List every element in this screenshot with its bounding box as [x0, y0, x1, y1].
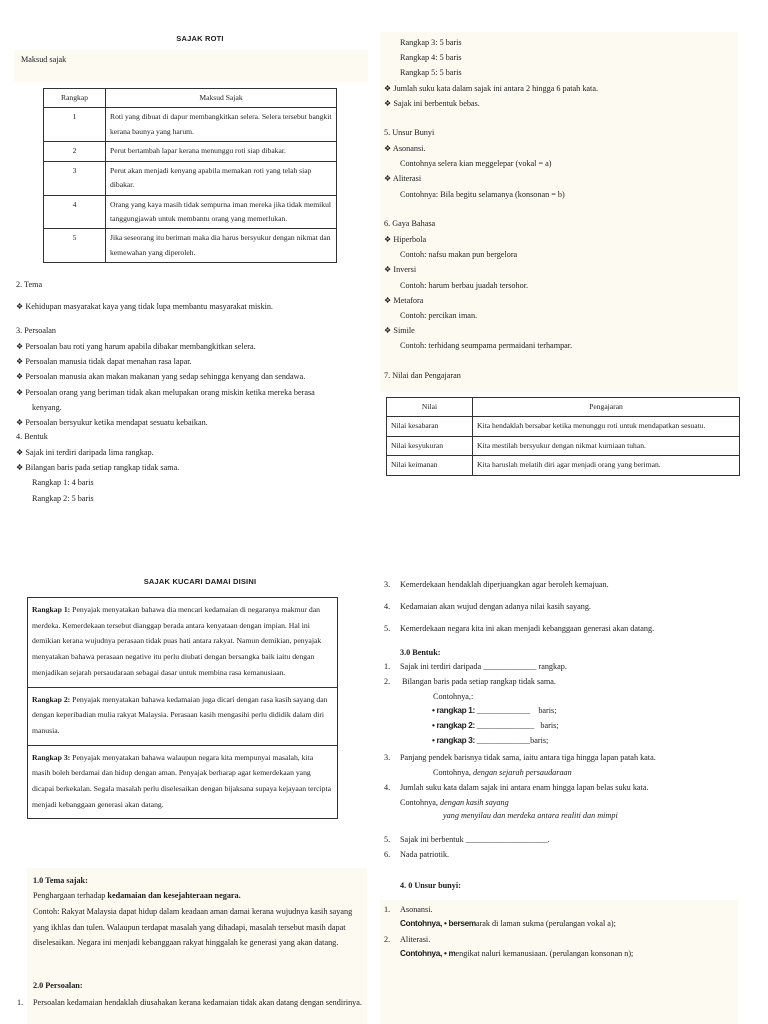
- kucari-rangkap-box: [27, 597, 338, 819]
- list-item: Kedamaian akan wujud dengan adanya nilai kasih sayang.: [400, 602, 591, 611]
- list-item: ❖ Hiperbola: [384, 235, 427, 244]
- list-item: ❖ Persoalan bersyukur ketika mendapat sesuatu kebaikan.: [16, 418, 208, 428]
- maksud-cell: Orang yang kaya masih tidak sempurna iman mereka jika tidak memikul tanggungjawab untuk membantu orang yang memerlukan.: [106, 195, 337, 229]
- table-row: [387, 456, 740, 475]
- list-item: ❖ Asonansi.: [384, 144, 426, 153]
- list-item: Contoh: nafsu makan pun bergelora: [400, 250, 518, 260]
- roti-title: SAJAK ROTI: [176, 34, 224, 43]
- rangkap-cell: 2: [44, 142, 106, 161]
- roti-gaya-heading: 6. Gaya Bahasa: [384, 219, 436, 228]
- roti-left-bg: [14, 50, 368, 82]
- table-header: Pengajaran: [473, 398, 740, 417]
- table-row: [387, 417, 740, 436]
- bunyi-item-2: 2. Aliterasi.: [384, 935, 431, 944]
- pengajaran-cell: Kita hendaklah bersabar ketika menunggu roti untuk mendapatkan sesuatu.: [473, 417, 740, 436]
- roti-bentuk-continued: [384, 35, 734, 111]
- rangkap-3-box: [27, 746, 338, 820]
- bentuk-item-1: 1. Sajak ini terdiri daripada _____________ rangkap.: [384, 662, 567, 671]
- rangkap-text: Penyajak menyatakan bahawa dia mencari kedamaian di negaranya makmur dan merdeka. Kemerdekaan tersebut dianggap berada antara kenyataan dengan impian. Hal ini demikian kerana wujudnya perasaan tidak puas hati antara rakyat. Namun demikian, penyajak menyatakan bahawa perasaan negative itu perlu diubati dengan bersangka baik iaitu dengan menjadikan sejarah persaudaraan sebagai dasar untuk membina rasa kemanusiaan.: [32, 605, 322, 677]
- bentuk-item-3-contoh: Contohnya, dengan sejarah persaudaraan: [433, 768, 572, 777]
- pengajaran-cell: Kita haruslah melatih diri agar menjadi orang yang beriman.: [473, 456, 740, 475]
- nilai-cell: Nilai kesyukuran: [387, 436, 473, 455]
- nilai-cell: Nilai keimanan: [387, 456, 473, 475]
- list-item: Rangkap 2: 5 baris: [32, 493, 94, 503]
- list-item: ❖ Sajak ini terdiri daripada lima rangkap.: [16, 448, 154, 457]
- maksud-cell: Roti yang dibuat di dapur membangkitkan selera. Selera tersebut bangkit kerana baunya yang harum.: [106, 108, 337, 142]
- list-item: Contohnya selera kian meggelepar (vokal = a): [400, 159, 552, 169]
- roti-tema-item: ❖ Kehidupan masyarakat kaya yang tidak lupa membantu masyarakat miskin.: [16, 302, 273, 311]
- list-item: Contohnya: Bila begitu selamanya (konsonan = b): [400, 189, 565, 199]
- kucari-title: SAJAK KUCARI DAMAI DISINI: [143, 577, 257, 586]
- kucari-persoalan-item-1: 1. Persoalan kedamaian hendaklah diusahakan kerana kedamaian tidak akan datang dengan sendirinya.: [17, 998, 362, 1007]
- bentuk-item-3: 3. Panjang pendek barisnya tidak sama, iaitu antara tiga hingga lapan patah kata.: [384, 753, 656, 762]
- list-item: ❖ Simile: [384, 326, 415, 336]
- maksud-cell: Perut bertambah lapar kerana menunggu roti siap dibakar.: [106, 142, 337, 161]
- roti-tema-heading: 2. Tema: [16, 280, 43, 289]
- table-row: [387, 436, 740, 455]
- rangkap-cell: 3: [44, 161, 106, 195]
- roti-persoalan-heading: 3. Persoalan: [16, 326, 57, 335]
- rangkap-2-box: [27, 688, 338, 746]
- list-item: ❖ Aliterasi: [384, 174, 422, 184]
- list-item: ❖ Persoalan orang yang beriman tidak akan melupakan orang miskin ketika mereka berasa: [16, 387, 315, 397]
- maksud-cell: Perut akan menjadi kenyang apabila memakan roti yang telah siap dibakar.: [106, 161, 337, 195]
- kucari-tema-line: Penghargaan terhadap kedamaian dan kesejahteraan negara.: [33, 891, 241, 900]
- kucari-persoalan-heading: 2.0 Persoalan:: [33, 981, 83, 990]
- roti-bentuk-list: [16, 445, 366, 506]
- list-item: Rangkap 1: 4 baris: [32, 478, 94, 488]
- roti-bunyi-heading: 5. Unsur Bunyi: [384, 128, 435, 137]
- roti-gaya-list: [384, 232, 734, 354]
- kucari-tema-contoh: Contoh: Rakyat Malaysia dapat hidup dalam keadaan aman damai kerana wujudnya kasih sayang yang ikhlas dan tulen. Walaupun terdapat masalah yang dihadapi, masalah tersebut masih dapat diselesaikan. Negara ini menjadi kebanggaan rakyat hinggalah ke generasi yang akan datang.: [33, 907, 353, 947]
- bentuk-item-2: 2. Bilangan baris pada setiap rangkap tidak sama.: [384, 677, 556, 686]
- list-item: ❖ Sajak ini berbentuk bebas.: [384, 98, 480, 108]
- kucari-tema-heading: 1.0 Tema sajak:: [33, 876, 88, 885]
- roti-nilai-heading: 7. Nilai dan Pengajaran: [384, 371, 461, 380]
- nilai-cell: Nilai kesabaran: [387, 417, 473, 436]
- list-item: ❖ Metafora: [384, 295, 424, 305]
- list-item: ❖ Bilangan baris pada setiap rangkap tidak sama.: [16, 463, 180, 473]
- roti-persoalan-list: [16, 339, 366, 430]
- list-item: ❖ Persoalan manusia akan makan makanan yang sedap sehingga kenyang dan sendawa.: [16, 372, 306, 382]
- list-item: ❖ Jumlah suku kata dalam sajak ini antara 2 hingga 6 patah kata.: [384, 83, 599, 93]
- table-row: [44, 229, 337, 263]
- rangkap-cell: 1: [44, 108, 106, 142]
- roti-bunyi-list: [384, 141, 734, 202]
- rangkap-text: Penyajak menyatakan bahawa walaupun negara kita mempunyai masalah, kita masih boleh berdamai dan hidup dengan aman. Penyajak berharap agar kemerdekaan yang dicapai berkekalan. Segala masalah perlu diselesaikan dengan bijaksana supaya kejayaan tercipta menjadi kebanggaan generasi akan datang.: [32, 752, 332, 809]
- list-item: Kemerdekaan negara kita ini akan menjadi kebanggaan generasi akan datang.: [400, 624, 655, 633]
- table-row: [44, 108, 337, 142]
- maksud-label: Maksud sajak: [21, 55, 67, 64]
- table-row: [44, 161, 337, 195]
- roti-nilai-table: [386, 397, 740, 476]
- list-item: Rangkap 4: 5 baris: [400, 53, 462, 63]
- roti-maksud-table: [43, 88, 337, 263]
- rangkap-text: Penyajak menyatakan bahawa kedamaian juga dicari dengan rasa kasih sayang dan dengan keperibadian mulia rakyat Malaysia. Perasaan kasih mengasihi perlu dididik dalam diri manusia.: [32, 694, 328, 735]
- list-item: Rangkap 3: 5 baris: [400, 38, 462, 47]
- kucari-persoalan-continued: 3. Kemerdekaan hendaklah diperjuangkan agar beroleh kemajuan. 4. Kedamaian akan wujud dengan adanya nilai kasih sayang. 5. Kemerdekaan negara kita ini akan menjadi kebanggaan generasi akan datang.: [384, 580, 734, 646]
- list-item: Contoh: harum berbau juadah tersohor.: [400, 280, 529, 290]
- table-row: [44, 195, 337, 229]
- list-item: ❖ Persoalan manusia tidak dapat menahan rasa lapar.: [16, 357, 192, 367]
- bunyi-item-2-contoh: Contohnya, • mengikat naluri kemanusiaan. (perulangan konsonan n);: [400, 949, 634, 958]
- table-row: [44, 142, 337, 161]
- bentuk-contohnya: Contohnya,:: [433, 692, 474, 701]
- rangkap-label: Rangkap 2:: [32, 694, 71, 704]
- bentuk-item-6: 6. Nada patriotik.: [384, 850, 450, 859]
- pengajaran-cell: Kita mestilah bersyukur dengan nikmat kurniaan tuhan.: [473, 436, 740, 455]
- roti-bentuk-heading: 4. Bentuk: [16, 432, 48, 441]
- list-item: ❖ Persoalan bau roti yang harum apabila dibakar membangkitkan selera.: [16, 342, 256, 351]
- rangkap-baris-list: • rangkap 1: _____________ baris; • rangkap 2: ______________ baris; • rangkap 3: _____________baris;: [432, 706, 559, 745]
- list-item: kenyang.: [32, 402, 62, 412]
- bunyi-item-1: 1. Asonansi.: [384, 905, 433, 914]
- bentuk-item-4-contoh: Contohnya, dengan kasih sayang: [400, 798, 509, 807]
- table-header: Maksud Sajak: [106, 89, 337, 108]
- list-item: ❖ Inversi: [384, 265, 417, 275]
- bentuk-item-4-contoh-2: yang menyilau dan merdeka antara realiti dan mimpi: [443, 811, 618, 820]
- list-item: Kemerdekaan hendaklah diperjuangkan agar beroleh kemajuan.: [400, 580, 609, 589]
- rangkap-cell: 4: [44, 195, 106, 229]
- list-item: Contoh: percikan iman.: [400, 311, 478, 321]
- kucari-bunyi-heading: 4. 0 Unsur bunyi:: [400, 881, 461, 890]
- rangkap-label: Rangkap 3:: [32, 752, 71, 762]
- rangkap-cell: 5: [44, 229, 106, 263]
- table-header: Nilai: [387, 398, 473, 417]
- bentuk-item-5: 5. Sajak ini berbentuk ____________________.: [384, 835, 550, 844]
- bunyi-item-1-contoh: Contohnya, • bersemarak di laman sukma (perulangan vokal a);: [400, 919, 616, 928]
- list-item: Contoh: terhidang seumpama permaidani terhampar.: [400, 341, 573, 351]
- list-item: Rangkap 5: 5 baris: [400, 68, 462, 78]
- bentuk-item-4: 4. Jumlah suku kata dalam sajak ini antara enam hingga lapan belas suku kata.: [384, 783, 649, 792]
- maksud-cell: Jika seseorang itu beriman maka dia harus bersyukur dengan nikmat dan kemewahan yang diperoleh.: [106, 229, 337, 263]
- kucari-bentuk-heading: 3.0 Bentuk:: [400, 648, 441, 657]
- table-header: Rangkap: [44, 89, 106, 108]
- rangkap-1-box: [27, 597, 338, 688]
- rangkap-label: Rangkap 1:: [32, 605, 71, 614]
